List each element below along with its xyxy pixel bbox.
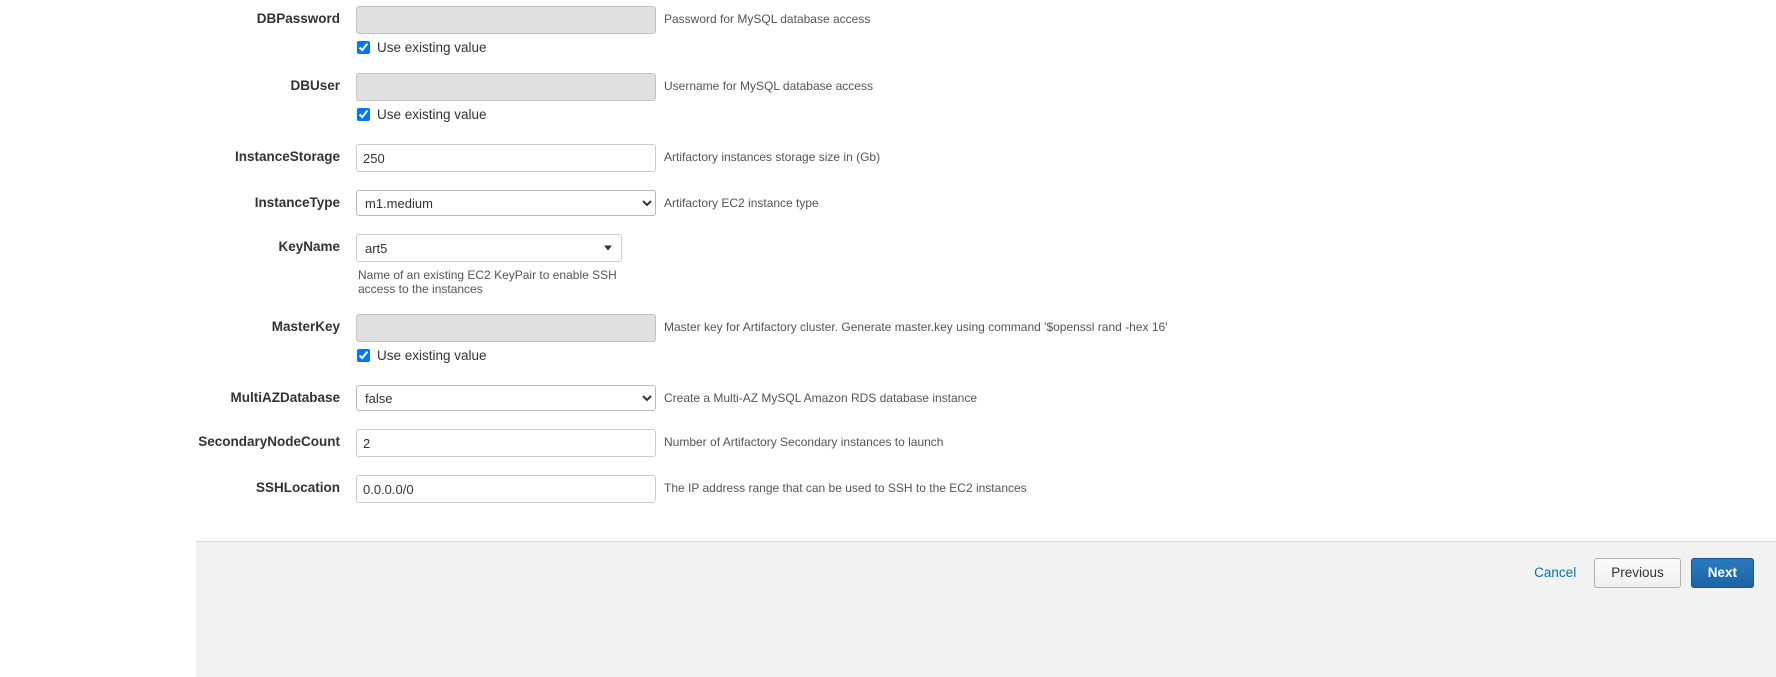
next-button[interactable]: Next [1691,558,1754,588]
parameter-row-keyname [0,234,1776,296]
parameter-label-instancestorage: InstanceStorage [234,149,340,164]
parameter-description-instancestorage: Artifactory instances storage size in (Gb) [664,150,881,164]
parameter-row-multiazdatabase [0,385,1776,411]
parameter-row-sshlocation [0,475,1776,503]
parameter-field-dbpassword [356,6,656,55]
cancel-link[interactable]: Cancel [1534,565,1577,581]
multiazdatabase-select[interactable] [356,385,656,411]
row-spacer [0,122,1776,144]
parameter-row-secondarynodecount [0,429,1776,457]
wizard-footer [196,541,1776,677]
parameter-description-keyname: Name of an existing EC2 KeyPair to enable SSH access to the instances [358,268,617,296]
parameter-label-dbpassword: DBPassword [256,11,340,26]
row-spacer [0,296,1776,314]
parameter-row-instancetype [0,190,1776,216]
parameter-description-dbuser: Username for MySQL database access [664,79,873,93]
parameter-description-instancetype: Artifactory EC2 instance type [664,196,819,210]
parameter-label-sshlocation: SSHLocation [255,480,340,495]
parameter-field-dbuser [356,73,656,122]
dbpassword-use-existing-label: Use existing value [377,40,487,55]
dbuser-input[interactable] [356,73,656,101]
parameter-field-sshlocation [356,475,656,503]
parameter-label-instancetype: InstanceType [254,195,340,210]
parameter-description-dbpassword: Password for MySQL database access [664,12,871,26]
parameter-description-sshlocation: The IP address range that can be used to SSH to the EC2 instances [664,481,1027,495]
parameter-description-keyname-inline [656,234,664,240]
dbuser-use-existing-checkbox[interactable] [357,108,370,121]
row-spacer [0,216,1776,234]
parameter-field-keyname [356,234,656,296]
parameter-label-secondarynodecount: SecondaryNodeCount [198,434,340,449]
sshlocation-input[interactable] [356,475,656,503]
secondarynodecount-input[interactable] [356,429,656,457]
dbuser-use-existing-row[interactable] [357,107,656,122]
dbpassword-input[interactable] [356,6,656,34]
row-spacer [0,363,1776,385]
masterkey-use-existing-checkbox[interactable] [357,349,370,362]
parameter-row-dbuser [0,73,1776,122]
keyname-dropdown[interactable] [356,234,622,262]
masterkey-input[interactable] [356,314,656,342]
parameter-row-instancestorage [0,144,1776,172]
dbpassword-use-existing-row[interactable] [357,40,656,55]
row-spacer [0,457,1776,475]
row-spacer [0,172,1776,190]
parameter-label-masterkey: MasterKey [271,319,340,334]
masterkey-use-existing-row[interactable] [357,348,656,363]
chevron-down-icon [604,246,612,251]
row-spacer [0,55,1776,73]
parameter-row-dbpassword [0,6,1776,55]
parameter-row-masterkey [0,314,1776,363]
dbuser-use-existing-label: Use existing value [377,107,487,122]
parameter-field-masterkey [356,314,656,363]
footer-actions [196,542,1776,588]
keyname-selected-value: art5 [365,240,388,256]
masterkey-use-existing-label: Use existing value [377,348,487,363]
row-spacer [0,411,1776,429]
parameter-field-instancestorage [356,144,656,172]
parameter-label-multiazdatabase: MultiAZDatabase [230,390,340,405]
parameter-description-masterkey: Master key for Artifactory cluster. Generate master.key using command '$openssl rand -hex 16' [664,320,1168,334]
parameter-field-instancetype [356,190,656,216]
parameter-label-dbuser: DBUser [290,78,340,93]
instancestorage-input[interactable] [356,144,656,172]
parameter-field-multiazdatabase [356,385,656,411]
parameter-description-multiazdatabase: Create a Multi-AZ MySQL Amazon RDS database instance [664,391,978,405]
dbpassword-use-existing-checkbox[interactable] [357,41,370,54]
parameter-description-secondarynodecount: Number of Artifactory Secondary instances to launch [664,435,944,449]
parameter-field-secondarynodecount [356,429,656,457]
parameter-label-keyname: KeyName [278,239,340,254]
instancetype-select[interactable] [356,190,656,216]
previous-button[interactable]: Previous [1594,558,1681,588]
